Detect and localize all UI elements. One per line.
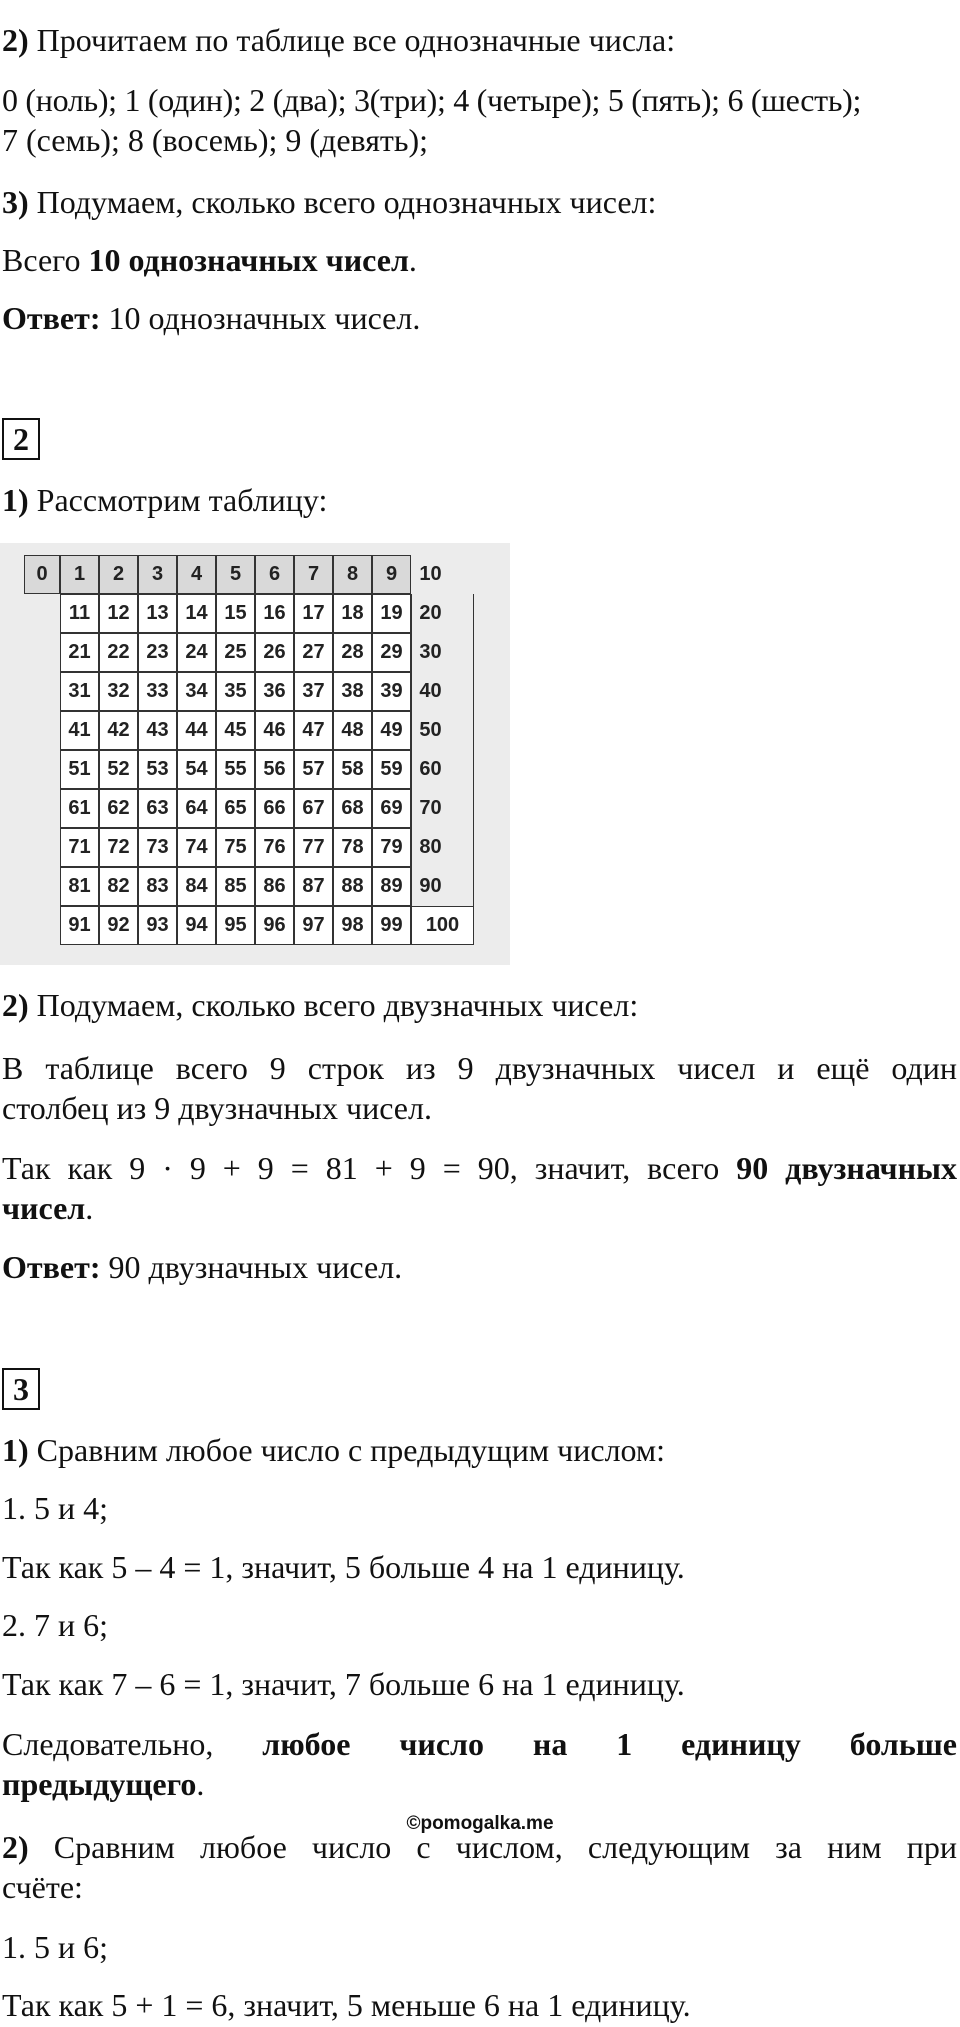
table-cell: 81: [60, 867, 99, 906]
example-2-text: Так как 7 – 6 = 1, значит, 7 больше 6 на 1 единицу.: [2, 1666, 685, 1702]
table-cell: 58: [333, 750, 372, 789]
table-cell: 51: [60, 750, 99, 789]
table-cell: 17: [294, 594, 333, 633]
table-cell: 68: [333, 789, 372, 828]
table-cell: 77: [294, 828, 333, 867]
table-cell: 55: [216, 750, 255, 789]
task-number-2: 2: [2, 418, 40, 460]
table-cell: 76: [255, 828, 294, 867]
table-cell: 5: [216, 555, 255, 594]
table-cell: 46: [255, 711, 294, 750]
table-cell: 87: [294, 867, 333, 906]
table-cell: 43: [138, 711, 177, 750]
table-cell: 84: [177, 867, 216, 906]
table-cell: 96: [255, 906, 294, 945]
para1-line1: В таблице всего 9 строк из 9 двузначных чисел и ещё один: [2, 1050, 957, 1086]
table-cell: 10: [419, 563, 442, 585]
step3-heading: 3) Подумаем, сколько всего однозначных чисел:: [2, 184, 657, 220]
watermark: ©pomogalka.me: [406, 1813, 554, 1834]
table-cell: 50: [419, 719, 442, 741]
example-2: 2. 7 и 6;: [2, 1607, 109, 1643]
table-cell: 100: [411, 906, 474, 945]
table-cell: 91: [60, 906, 99, 945]
table-cell: 36: [255, 672, 294, 711]
table-cell: 79: [372, 828, 411, 867]
table-cell: 38: [333, 672, 372, 711]
table-cell: 19: [372, 594, 411, 633]
table-cell: 65: [216, 789, 255, 828]
table-cell: 66: [255, 789, 294, 828]
table-cell: 80: [419, 836, 442, 858]
table-cell: 35: [216, 672, 255, 711]
table-cell: 98: [333, 906, 372, 945]
table-cell: 73: [138, 828, 177, 867]
section2-step2: 2) Подумаем, сколько всего двузначных чисел:: [2, 987, 639, 1023]
table-cell: 92: [99, 906, 138, 945]
table-cell: 15: [216, 594, 255, 633]
section2-step1: 1) Рассмотрим таблицу:: [2, 482, 328, 518]
table-cell: 22: [99, 633, 138, 672]
table-cell: 90: [419, 875, 442, 897]
table-cell: 61: [60, 789, 99, 828]
table-cell: 97: [294, 906, 333, 945]
table-cell: 3: [138, 555, 177, 594]
number-table: [0, 543, 510, 965]
table-cell: 52: [99, 750, 138, 789]
para2-line1: Так как 9 · 9 + 9 = 81 + 9 = 90, значит, всего 90 двузначных: [2, 1150, 958, 1186]
table-right-edge: [411, 594, 474, 906]
table-cell: 39: [372, 672, 411, 711]
digits-line-1: 0 (ноль); 1 (один); 2 (два); 3(три); 4 (четыре); 5 (пять); 6 (шесть);: [2, 82, 862, 118]
table-cell: 16: [255, 594, 294, 633]
table-cell: 45: [216, 711, 255, 750]
table-cell: 56: [255, 750, 294, 789]
table-cell: 63: [138, 789, 177, 828]
table-cell: 89: [372, 867, 411, 906]
table-cell: 1: [60, 555, 99, 594]
table-cell: 30: [419, 641, 442, 663]
table-cell: 53: [138, 750, 177, 789]
table-cell: 26: [255, 633, 294, 672]
table-cell: 75: [216, 828, 255, 867]
table-cell: 83: [138, 867, 177, 906]
table-cell: 95: [216, 906, 255, 945]
table-cell: 69: [372, 789, 411, 828]
table-cell: 12: [99, 594, 138, 633]
table-cell: 54: [177, 750, 216, 789]
table-cell: 60: [419, 758, 442, 780]
section3-step1: 1) Сравним любое число с предыдущим числом:: [2, 1432, 666, 1468]
table-cell: 11: [60, 594, 99, 633]
table-cell: 71: [60, 828, 99, 867]
answer-2: Ответ: 90 двузначных чисел.: [2, 1249, 403, 1285]
total-line: Всего 10 однозначных чисел.: [2, 242, 417, 278]
table-cell: 14: [177, 594, 216, 633]
table-cell: 18: [333, 594, 372, 633]
table-cell: 25: [216, 633, 255, 672]
table-cell: 4: [177, 555, 216, 594]
table-cell: 48: [333, 711, 372, 750]
table-cell: 32: [99, 672, 138, 711]
table-cell: 0: [24, 555, 60, 594]
table-cell: 93: [138, 906, 177, 945]
table-cell: 21: [60, 633, 99, 672]
table-cell: 31: [60, 672, 99, 711]
table-cell: 2: [99, 555, 138, 594]
table-cell: 64: [177, 789, 216, 828]
table-cell: 74: [177, 828, 216, 867]
conclusion-line2: предыдущего.: [2, 1766, 205, 1802]
table-cell: 20: [419, 602, 442, 624]
table-cell: 9: [372, 555, 411, 594]
table-cell: 70: [419, 797, 442, 819]
table-cell: 49: [372, 711, 411, 750]
answer-1: Ответ: 10 однозначных чисел.: [2, 300, 421, 336]
section3-step2-line2: счёте:: [2, 1869, 83, 1905]
conclusion-line1: Следовательно, любое число на 1 единицу больше: [2, 1726, 958, 1762]
table-cell: 44: [177, 711, 216, 750]
table-cell: 27: [294, 633, 333, 672]
table-cell: 67: [294, 789, 333, 828]
example-1-text: Так как 5 – 4 = 1, значит, 5 больше 4 на 1 единицу.: [2, 1549, 685, 1585]
table-cell: 86: [255, 867, 294, 906]
table-cell: 41: [60, 711, 99, 750]
table-cell: 42: [99, 711, 138, 750]
table-cell: 37: [294, 672, 333, 711]
table-cell: 24: [177, 633, 216, 672]
table-cell: 8: [333, 555, 372, 594]
table-cell: 88: [333, 867, 372, 906]
table-cell: 82: [99, 867, 138, 906]
example-3-text: Так как 5 + 1 = 6, значит, 5 меньше 6 на 1 единицу.: [2, 1987, 691, 2023]
para2-line2: чисел.: [2, 1190, 94, 1226]
table-cell: 62: [99, 789, 138, 828]
table-cell: 57: [294, 750, 333, 789]
table-cell: 59: [372, 750, 411, 789]
digits-line-2: 7 (семь); 8 (восемь); 9 (девять);: [2, 122, 429, 158]
table-cell: 72: [99, 828, 138, 867]
table-cell: 6: [255, 555, 294, 594]
para1-line2: столбец из 9 двузначных чисел.: [2, 1090, 432, 1126]
table-cell: 33: [138, 672, 177, 711]
example-1: 1. 5 и 4;: [2, 1490, 109, 1526]
table-cell: 23: [138, 633, 177, 672]
table-cell: 99: [372, 906, 411, 945]
table-cell: 78: [333, 828, 372, 867]
step2-heading: 2) Прочитаем по таблице все однозначные числа:: [2, 22, 676, 58]
table-cell: 28: [333, 633, 372, 672]
table-cell: 40: [419, 680, 442, 702]
section3-step2-line1: 2) Сравним любое число с числом, следующим за ним при: [2, 1829, 957, 1865]
table-cell: 13: [138, 594, 177, 633]
table-cell: 34: [177, 672, 216, 711]
table-cell: 47: [294, 711, 333, 750]
task-number-3: 3: [2, 1368, 40, 1410]
table-cell: 7: [294, 555, 333, 594]
table-cell: 85: [216, 867, 255, 906]
table-cell: 29: [372, 633, 411, 672]
table-cell: 94: [177, 906, 216, 945]
example-3: 1. 5 и 6;: [2, 1929, 109, 1965]
